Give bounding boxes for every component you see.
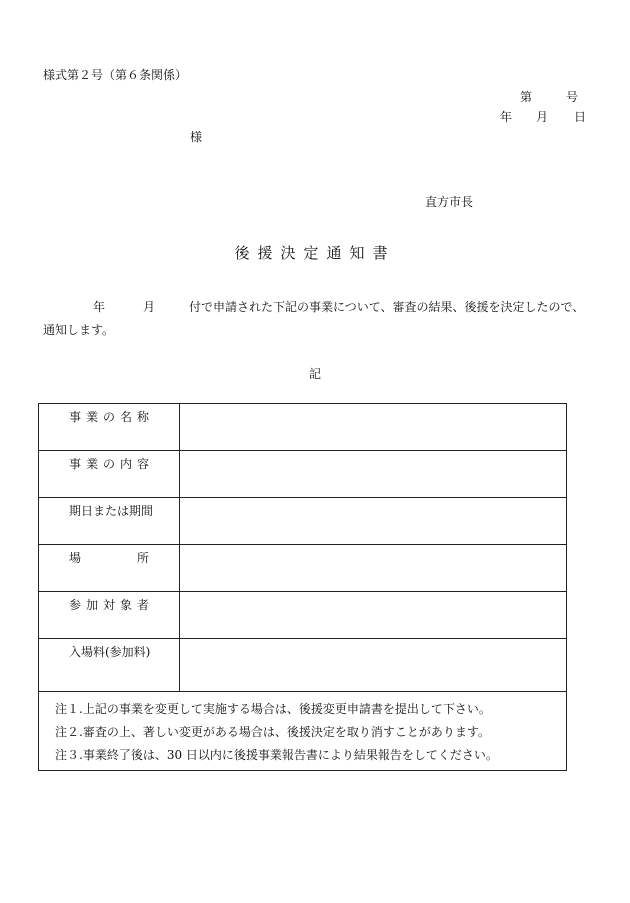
ki-heading: 記: [308, 367, 321, 381]
notes-row: [39, 692, 567, 771]
row-label-name: 事業の名称: [69, 410, 149, 424]
row-value-fee[interactable]: [179, 639, 566, 692]
issue-date-line: [500, 108, 586, 125]
row-label-content: 事業の内容: [69, 457, 149, 471]
row-value-content[interactable]: [179, 451, 566, 498]
table-row: [39, 639, 567, 692]
form-number: 様式第２号（第６条関係）: [43, 68, 188, 82]
row-label-fee: 入場料(参加料): [69, 645, 151, 659]
table-row: [39, 404, 567, 451]
row-value-name[interactable]: [179, 404, 566, 451]
body-text: 付で申請された下記の事業について、審査の結果、後援を決定したので、: [189, 300, 585, 314]
row-value-participants[interactable]: [179, 592, 566, 639]
date-day: 日: [574, 110, 587, 124]
table-row: [39, 451, 567, 498]
page-title: 後援決定通知書: [234, 244, 396, 262]
number-prefix: 第: [520, 90, 533, 104]
date-year: 年: [500, 110, 513, 124]
date-month: 月: [536, 110, 549, 124]
body-paragraph-line2: 通知します。: [43, 323, 115, 337]
row-label-place: 場所: [69, 551, 149, 565]
document-number-line: [520, 88, 578, 105]
row-value-place[interactable]: [179, 545, 566, 592]
info-table: [38, 403, 567, 771]
note-2: 注２.審査の上、著しい変更がある場合は、後援決定を取り消すことがあります。: [55, 725, 490, 739]
issuer: 直方市長: [425, 195, 474, 209]
table-row: [39, 545, 567, 592]
body-year: 年: [93, 300, 106, 314]
row-label-period: 期日または期間: [69, 504, 154, 518]
addressee-suffix: 様: [190, 130, 203, 144]
body-month: 月: [143, 300, 156, 314]
table-row: [39, 592, 567, 639]
number-suffix: 号: [566, 90, 579, 104]
note-3: 注３.事業終了後は、30 日以内に後援事業報告書により結果報告をしてください。: [55, 748, 498, 762]
row-label-participants: 参加対象者: [69, 598, 149, 612]
note-1: 注１.上記の事業を変更して実施する場合は、後援変更申請書を提出して下さい。: [55, 702, 491, 716]
row-value-period[interactable]: [179, 498, 566, 545]
table-row: [39, 498, 567, 545]
